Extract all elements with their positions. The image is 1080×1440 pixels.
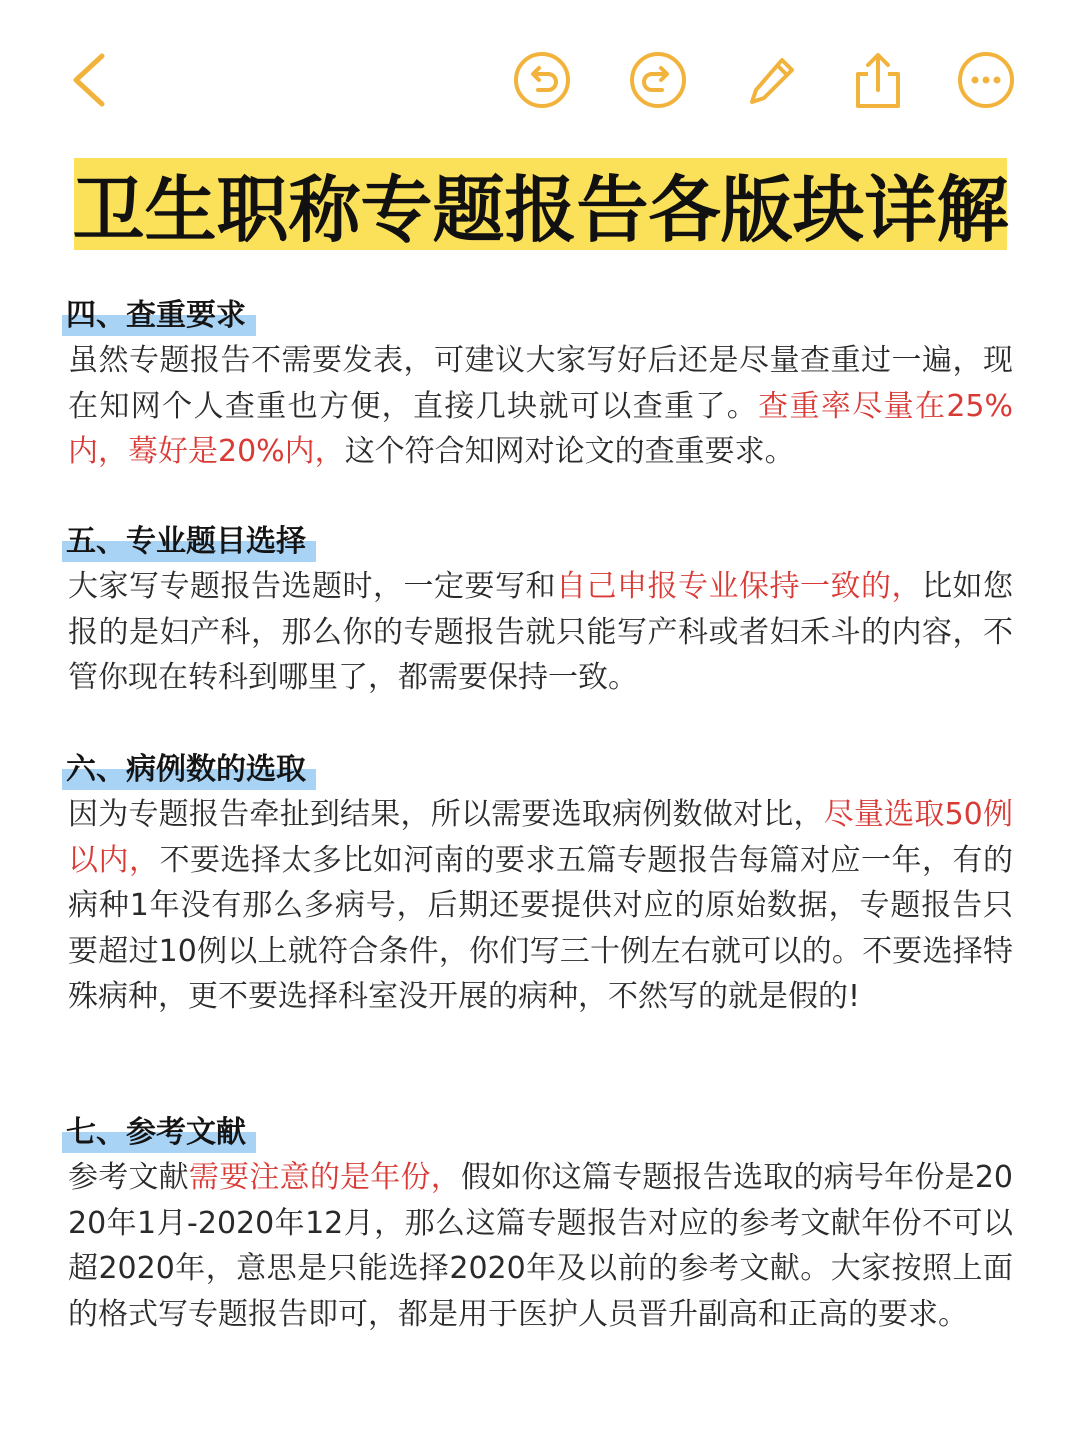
chevron-left-icon <box>66 50 110 110</box>
body-text: 这个符合知网对论文的查重要求。 <box>344 434 795 469</box>
body-text: 假如你这篇专题报告选取的病号年份是2020年1月-2020年12月，那么这篇专题报告对应的参考文献年份不可以超2020年，意思是只能选择2020年及以前的参考文献。大家按照上面的格式写专题报告即可，都是用于医护人员晋升副高和正高的要求。 <box>68 1160 1014 1332</box>
edit-button[interactable] <box>732 40 812 120</box>
highlight-text: 自己申报专业保持一致的， <box>556 569 922 604</box>
highlight-text: 需要注意的是年份， <box>188 1160 461 1195</box>
body-text: 虽然专题报告不需要发表，可建议大家写好后还是尽量查重过一遍，现在知网个人查重也方便，直接几块就可以查重了。 <box>68 343 1013 424</box>
highlight-text: 查重率尽量在25%内，蓦好是20%内， <box>68 388 1013 469</box>
section-references <box>68 1113 1013 1337</box>
undo-icon <box>512 50 572 110</box>
body-text: 参考文献 <box>68 1160 189 1195</box>
section-heading: 四、查重要求 <box>62 296 256 336</box>
section-topic-selection <box>68 522 1013 701</box>
section-body <box>68 792 1013 1020</box>
body-text: 因为专题报告牵扯到结果，所以需要选取病例数做对比， <box>68 797 824 832</box>
redo-button[interactable] <box>618 40 698 120</box>
section-heading: 七、参考文献 <box>62 1113 256 1153</box>
back-button[interactable] <box>48 40 128 120</box>
body-text: 大家写专题报告选题时，一定要写和 <box>68 569 556 604</box>
pencil-icon <box>744 52 800 108</box>
body-text: 比如您报的是妇产科，那么你的专题报告就只能写产科或者妇禾斗的内容，不管你现在转科到哪里了，都需要保持一致。 <box>68 569 1013 695</box>
more-button[interactable] <box>946 40 1026 120</box>
share-button[interactable] <box>838 40 918 120</box>
redo-icon <box>628 50 688 110</box>
undo-button[interactable] <box>502 40 582 120</box>
body-text: 不要选择太多比如河南的要求五篇专题报告每篇对应一年，有的病种1年没有那么多病号，后期还要提供对应的原始数据，专题报告只要超过10例以上就符合条件，你们写三十例左右就可以的。不要选择特殊病种，更不要选择科室没开展的病种，不然写的就是假的! <box>68 842 1013 1014</box>
share-icon <box>852 50 904 110</box>
section-case-count <box>68 750 1013 1020</box>
highlight-text: 尽量选取50例以内， <box>68 797 1013 878</box>
section-duplicate-check <box>68 296 1013 475</box>
section-body <box>68 564 1013 701</box>
top-toolbar <box>0 40 1080 120</box>
section-heading: 五、专业题目选择 <box>62 522 316 562</box>
more-icon <box>956 50 1016 110</box>
page-title: 卫生职称专题报告各版块详解 <box>72 168 1009 252</box>
section-body <box>68 338 1013 475</box>
section-body <box>68 1155 1013 1337</box>
title-banner <box>74 158 1007 250</box>
section-heading: 六、病例数的选取 <box>62 750 316 790</box>
